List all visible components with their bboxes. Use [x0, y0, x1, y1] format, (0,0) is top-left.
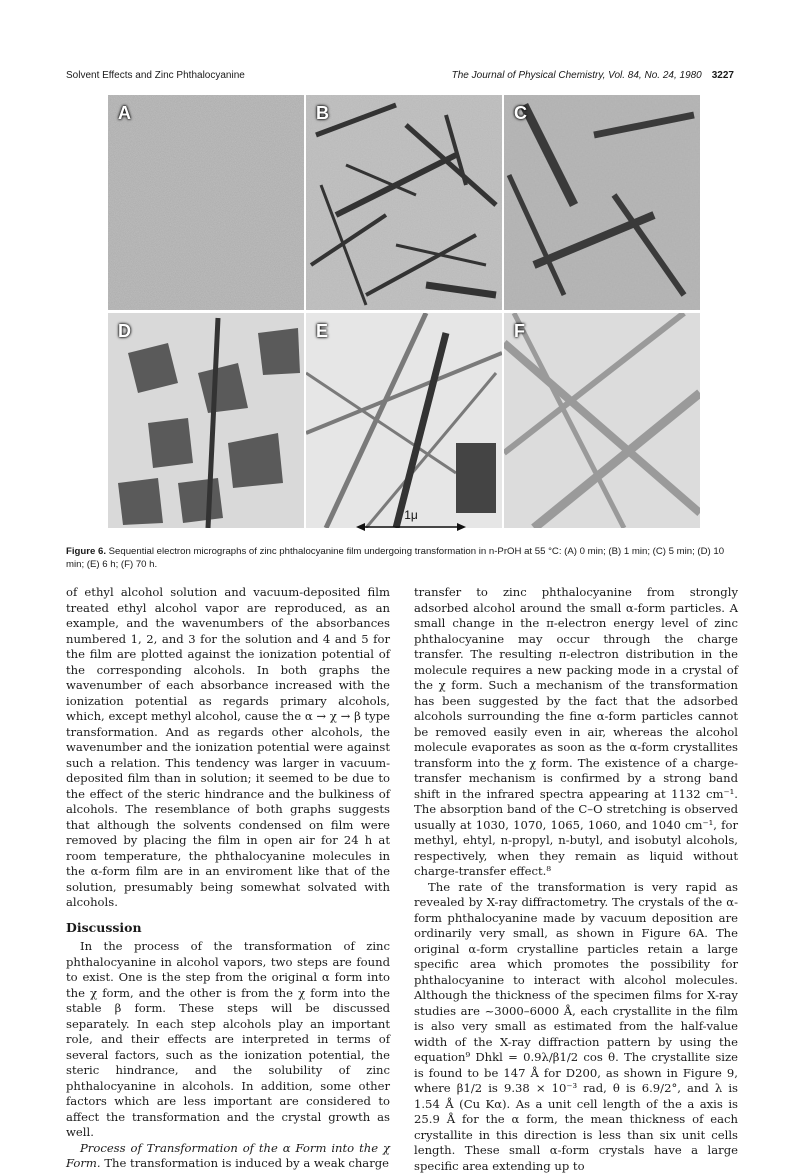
micrograph-figure — [108, 95, 702, 537]
paragraph: The rate of the transformation is very rapid as revealed by X-ray diffractometry. The crystals of the α-form phthalocyanine made by vacuum deposition are ordinarily very small, as shown in Figure 6A. The original α-form crystalline particles retain a large specific area which promotes the possibility for phthalocyanine to interact with alcohol molecules. Although the thickness of the specimen films for X-ray studies are ~3000–6000 Å, each crystallite in the film is also very small as estimated from the half-value width of the X-ray diffraction pattern by using the equation⁹ Dhkl = 0.9λ/β1/2 cos θ. The crystallite size is found to be 147 Å for D200, as shown in Figure 9, where β1/2 is 9.38 × 10⁻³ rad, θ is 6.9/2°, and λ is 1.54 Å (Cu Kα). As a unit cell length of the a axis is 25.9 Å for the α form, the mean thickness of each crystallite in this direction is less than six unit cells length. These small α-form crystals have a large specific area extending up to — [414, 880, 738, 1174]
panel-letter: E — [316, 321, 328, 342]
right-column — [414, 585, 738, 1174]
micrograph-panel-b — [306, 95, 502, 310]
scale-bar-arrow-icon — [356, 508, 466, 534]
paragraph: of ethyl alcohol solution and vacuum-deposited film treated ethyl alcohol vapor are reproduced, as an example, and the wavenumbers of the absorbances numbered 1, 2, and 3 for the solution and 4 and 5 for the film are plotted against the ionization potential of the corresponding alcohols. In both graphs the wavenumber of each absorbance increased with the ionization potential as regards primary alcohols, which, except methyl alcohol, cause the α → χ → β type transformation. And as regards other alcohols, the wavenumber and the ionization potential were against such a relation. This tendency was larger in vacuum-deposited film than in solution; it seemed to be due to the effect of the steric hindrance and the bulkiness of alcohols. The resemblance of both graphs suggests that although the solvents condensed on film were removed by placing the film in open air for 24 h at room temperature, the phthalocyanine molecules in the α-form film are in an enviroment like that of the solution, presumably being somewhat solvated with alcohols. — [66, 585, 390, 911]
micrograph-panel-e — [306, 313, 502, 528]
scale-bar — [356, 508, 466, 534]
micrograph-image-c — [504, 95, 700, 310]
panel-letter: D — [118, 321, 131, 342]
subsection-heading: Process of Transformation of the α Form into the χ Form. — [66, 1141, 390, 1171]
figure-caption-text: Sequential electron micrographs of zinc phthalocyanine film undergoing transformation in n-PrOH at 55 °C: (A) 0 min; (B) 1 min; (C) 5 min; (D) 10 min; (E) 6 h; (F) 70 h. — [66, 546, 724, 570]
journal-citation: The Journal of Physical Chemistry, Vol. 84, No. 24, 1980 3227 — [452, 70, 734, 81]
micrograph-panel-f — [504, 313, 700, 528]
paragraph: In the process of the transformation of zinc phthalocyanine in alcohol vapors, two steps are found to exist. One is the step from the original α form into the χ form, and the other is from the χ form into the stable β form. These steps will be discussed separately. In each step alcohols play an important role, and their effects are interpreted in terms of several factors, such as the ionization potential, the steric hindrance, and the solubility of zinc phthalocyanine in alcohols. In addition, some other factors which are less important are considered to affect the transformation and the crystal growth as well. — [66, 939, 390, 1141]
panel-letter: A — [118, 103, 131, 124]
micrograph-panel-d — [108, 313, 304, 528]
panel-letter: F — [514, 321, 525, 342]
micrograph-image-e — [306, 313, 502, 528]
running-title: Solvent Effects and Zinc Phthalocyanine — [66, 70, 245, 81]
micrograph-image-f — [504, 313, 700, 528]
panel-letter: C — [514, 103, 527, 124]
paragraph: Process of Transformation of the α Form into the χ Form. The transformation is induced by a weak charge — [66, 1141, 390, 1172]
left-column — [66, 585, 390, 1172]
section-heading: Discussion — [66, 920, 390, 936]
micrograph-image-d — [108, 313, 304, 528]
micrograph-image-b — [306, 95, 502, 310]
micrograph-panel-c — [504, 95, 700, 310]
running-header — [66, 70, 734, 84]
figure-caption-label: Figure 6. — [66, 546, 106, 557]
paragraph: transfer to zinc phthalocyanine from strongly adsorbed alcohol around the small α-form particles. A small change in the π-electron energy level of zinc phthalocyanine may occur through the charge transfer. The resulting π-electron distribution in the molecule requires a new packing mode in a crystal of the χ form. Such a mechanism of the transformation has been suggested by the fact that the adsorbed alcohols surrounding the fine α-form particles cannot be removed easily even in air, whereas the alcohol molecule evaporates as soon as the α-form crystallites transform into the χ form. The existence of a charge-transfer mechanism is confirmed by a strong band shift in the infrared spectra appearing at 1132 cm⁻¹. The absorption band of the C–O stretching is observed usually at 1030, 1070, 1065, 1060, and 1040 cm⁻¹, for methyl, ehtyl, n-propyl, n-butyl, and isobutyl alcohols, respectively, when they remain as liquid without charge-transfer effect.⁸ — [414, 585, 738, 880]
page-number: 3227 — [712, 70, 734, 81]
scale-bar-label: 1μ — [356, 508, 466, 522]
micrograph-image-a — [108, 95, 304, 310]
panel-letter: B — [316, 103, 329, 124]
micrograph-panel-a — [108, 95, 304, 310]
figure-caption — [66, 545, 736, 571]
